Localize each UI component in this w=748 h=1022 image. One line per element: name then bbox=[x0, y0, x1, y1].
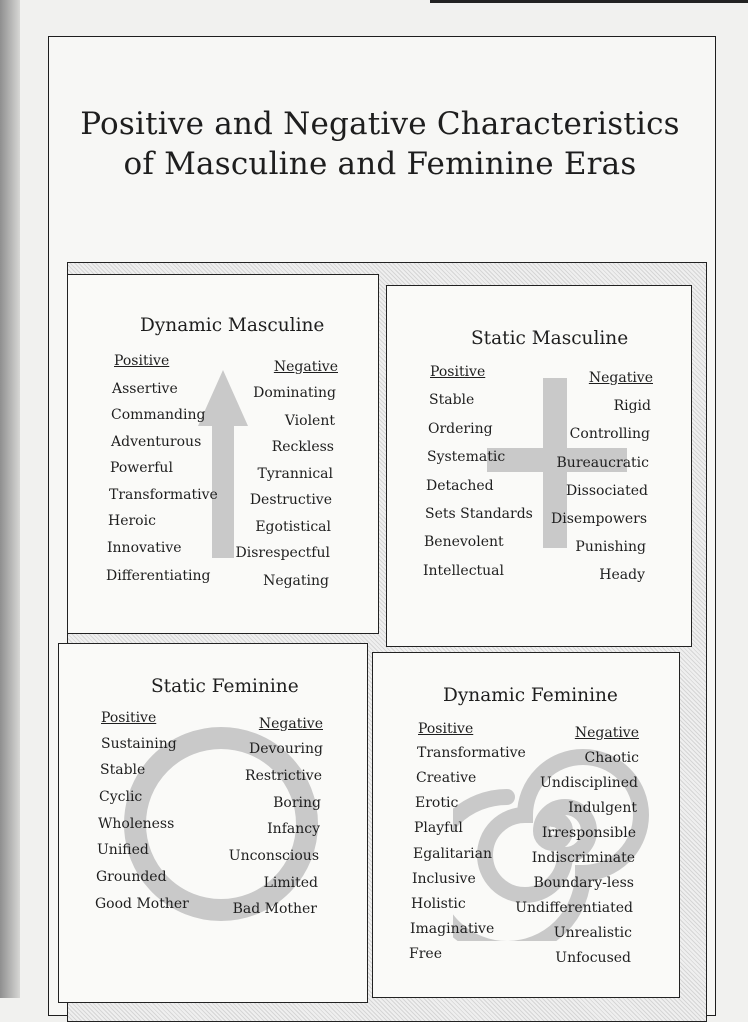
page-binding-shadow bbox=[0, 0, 20, 998]
panel-dynamic-masculine bbox=[67, 274, 379, 634]
negative-item: Limited bbox=[263, 875, 318, 891]
positive-item: Creative bbox=[416, 770, 477, 786]
positive-heading: Positive bbox=[114, 353, 170, 369]
positive-item: Erotic bbox=[415, 795, 459, 811]
panel-static-feminine bbox=[58, 643, 368, 1003]
positive-item: Adventurous bbox=[111, 434, 202, 450]
positive-item: Powerful bbox=[110, 460, 173, 476]
positive-item: Heroic bbox=[108, 513, 156, 529]
negative-item: Heady bbox=[599, 567, 645, 583]
negative-item: Dominating bbox=[253, 385, 336, 401]
negative-item: Indulgent bbox=[568, 800, 637, 816]
negative-item: Unrealistic bbox=[553, 925, 632, 941]
positive-item: Detached bbox=[426, 478, 494, 494]
positive-item: Transformative bbox=[109, 487, 218, 503]
positive-item: Commanding bbox=[111, 407, 206, 423]
negative-item: Restrictive bbox=[245, 768, 322, 784]
panel-static-masculine bbox=[386, 285, 692, 647]
panel-dynamic-feminine bbox=[372, 652, 680, 998]
quadrant-title: Dynamic Feminine bbox=[443, 685, 618, 706]
negative-item: Unconscious bbox=[228, 848, 319, 864]
negative-item: Bureaucratic bbox=[556, 455, 649, 471]
negative-item: Rigid bbox=[613, 398, 651, 414]
positive-item: Stable bbox=[100, 762, 146, 778]
negative-item: Unfocused bbox=[555, 950, 631, 966]
negative-item: Irresponsible bbox=[541, 825, 636, 841]
positive-item: Playful bbox=[414, 820, 463, 836]
negative-heading: Negative bbox=[258, 716, 323, 732]
negative-item: Violent bbox=[284, 413, 335, 429]
positive-item: Cyclic bbox=[99, 789, 143, 805]
positive-item: Egalitarian bbox=[413, 846, 492, 862]
title-line-2: of Masculine and Feminine Eras bbox=[123, 146, 637, 182]
positive-item: Grounded bbox=[96, 869, 167, 885]
negative-item: Bad Mother bbox=[232, 901, 317, 917]
negative-heading: Negative bbox=[273, 359, 338, 375]
negative-item: Disrespectful bbox=[235, 545, 330, 561]
positive-item: Benevolent bbox=[424, 534, 504, 550]
positive-item: Transformative bbox=[417, 745, 526, 761]
quadrant-title: Dynamic Masculine bbox=[140, 315, 325, 336]
negative-item: Boundary-less bbox=[533, 875, 634, 891]
positive-item: Unified bbox=[97, 842, 149, 858]
positive-heading: Positive bbox=[430, 364, 486, 380]
quadrant-title: Static Feminine bbox=[151, 676, 299, 697]
negative-item: Negating bbox=[263, 573, 329, 589]
positive-item: Innovative bbox=[107, 540, 182, 556]
negative-item: Indiscriminate bbox=[531, 850, 635, 866]
negative-item: Reckless bbox=[271, 439, 334, 455]
positive-item: Imaginative bbox=[410, 921, 495, 937]
negative-item: Boring bbox=[273, 795, 321, 811]
negative-item: Devouring bbox=[248, 741, 323, 757]
positive-item: Sustaining bbox=[101, 736, 177, 752]
positive-item: Inclusive bbox=[412, 871, 476, 887]
upward-arrow-icon bbox=[198, 370, 248, 560]
negative-item: Undisciplined bbox=[540, 775, 638, 791]
negative-item: Disempowers bbox=[551, 511, 647, 527]
positive-item: Systematic bbox=[427, 449, 506, 465]
positive-item: Stable bbox=[429, 392, 475, 408]
positive-item: Ordering bbox=[428, 421, 493, 437]
negative-item: Egotistical bbox=[255, 519, 331, 535]
negative-item: Infancy bbox=[267, 821, 320, 837]
positive-item: Holistic bbox=[411, 896, 466, 912]
positive-heading: Positive bbox=[101, 710, 157, 726]
negative-item: Controlling bbox=[569, 426, 650, 442]
page-title bbox=[60, 104, 700, 184]
positive-item: Sets Standards bbox=[425, 506, 533, 522]
negative-item: Chaotic bbox=[584, 750, 639, 766]
positive-item: Intellectual bbox=[423, 563, 505, 579]
quadrant-title: Static Masculine bbox=[471, 328, 629, 349]
positive-item: Assertive bbox=[112, 381, 178, 397]
top-edge-line bbox=[430, 0, 748, 3]
negative-item: Punishing bbox=[575, 539, 646, 555]
positive-item: Differentiating bbox=[106, 568, 211, 584]
negative-heading: Negative bbox=[574, 725, 639, 741]
positive-item: Free bbox=[409, 946, 442, 962]
positive-item: Wholeness bbox=[98, 816, 175, 832]
negative-item: Undifferentiated bbox=[515, 900, 633, 916]
negative-item: Dissociated bbox=[565, 483, 648, 499]
title-line-1: Positive and Negative Characteristics bbox=[80, 106, 680, 142]
negative-item: Destructive bbox=[249, 492, 332, 508]
negative-heading: Negative bbox=[588, 370, 653, 386]
negative-item: Tyrannical bbox=[257, 466, 333, 482]
positive-heading: Positive bbox=[418, 721, 474, 737]
positive-item: Good Mother bbox=[95, 896, 189, 912]
